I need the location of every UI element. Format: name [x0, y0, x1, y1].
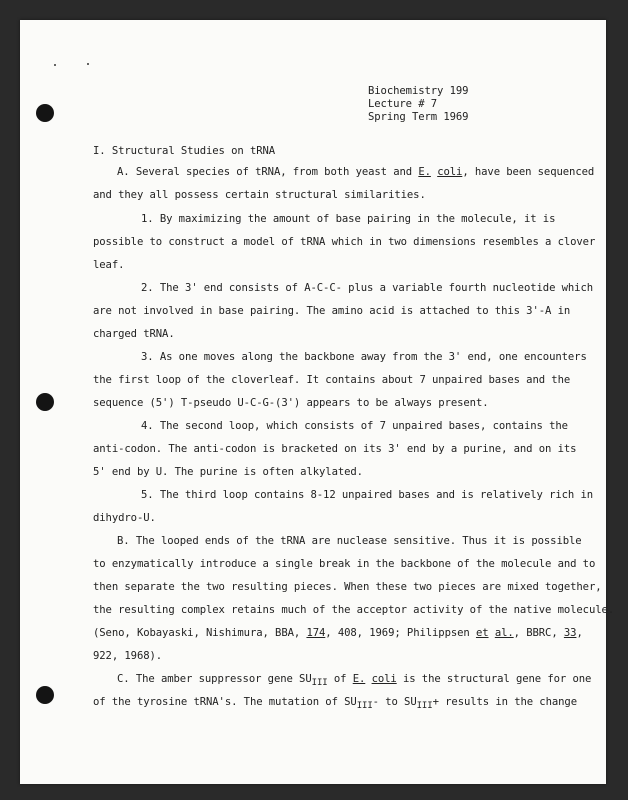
- section-title: I. Structural Studies on tRNA: [93, 145, 276, 157]
- item-3-line: the first loop of the cloverleaf. It contains about 7 unpaired bases and the: [93, 374, 571, 386]
- text: + results in the change: [432, 696, 577, 708]
- item-3-line: sequence (5') T-pseudo U-C-G-(3') appears to be always present.: [93, 397, 489, 409]
- paragraph-b-line: B. The looped ends of the tRNA are nuclease sensitive. Thus it is possible: [117, 535, 582, 547]
- item-4-line: 4. The second loop, which consists of 7 unpaired bases, contains the: [141, 420, 568, 432]
- item-1-line: leaf.: [93, 259, 125, 271]
- citation-line: [93, 627, 583, 639]
- citation-line: 922, 1968).: [93, 650, 163, 662]
- text: of: [327, 673, 353, 685]
- course-title: Biochemistry 199: [368, 85, 469, 97]
- speck: [54, 64, 56, 66]
- speck: [87, 63, 89, 65]
- text: (Seno, Kobayaski, Nishimura, BBA,: [93, 627, 307, 639]
- document-page: [20, 20, 615, 784]
- text: is the structural gene for one: [396, 673, 592, 685]
- paragraph-c-line: [93, 696, 577, 711]
- paragraph-a-line: [117, 166, 594, 178]
- term: Spring Term 1969: [368, 111, 469, 123]
- paragraph-b-line: then separate the two resulting pieces. When these two pieces are mixed together,: [93, 581, 602, 593]
- text: ,: [576, 627, 583, 639]
- text: , BBRC,: [513, 627, 564, 639]
- text: C. The amber suppressor gene SU: [117, 673, 312, 685]
- item-2-line: 2. The 3' end consists of A-C-C- plus a variable fourth nucleotide which: [141, 282, 594, 294]
- binder-hole: [36, 393, 54, 411]
- et-al: et: [475, 627, 489, 639]
- item-4-line: 5' end by U. The purine is often alkylated.: [93, 466, 363, 478]
- species-name: coli: [371, 673, 397, 685]
- item-2-line: charged tRNA.: [93, 328, 175, 340]
- item-4-line: anti-codon. The anti-codon is bracketed on its 3' end by a purine, and on its: [93, 443, 577, 455]
- item-2-line: are not involved in base pairing. The amino acid is attached to this 3'-A in: [93, 305, 571, 317]
- et-al: al.: [494, 627, 514, 639]
- volume-number: 174: [306, 627, 326, 639]
- text: - to SU: [372, 696, 417, 708]
- subscript: III: [416, 701, 433, 711]
- item-1-line: possible to construct a model of tRNA which in two dimensions resembles a clover: [93, 236, 596, 248]
- text: , 408, 1969; Philippsen: [325, 627, 476, 639]
- paragraph-b-line: to enzymatically introduce a single break in the backbone of the molecule and to: [93, 558, 596, 570]
- volume-number: 33: [563, 627, 577, 639]
- binder-hole: [36, 104, 54, 122]
- item-1-line: 1. By maximizing the amount of base pairing in the molecule, it is: [141, 213, 556, 225]
- item-5-line: 5. The third loop contains 8-12 unpaired bases and is relatively rich in: [141, 489, 594, 501]
- item-5-line: dihydro-U.: [93, 512, 156, 524]
- paragraph-c-line: [117, 673, 592, 688]
- genus-abbrev: E.: [352, 673, 366, 685]
- item-3-line: 3. As one moves along the backbone away from the 3' end, one encounters: [141, 351, 587, 363]
- text: , have been sequenced: [462, 166, 595, 178]
- paragraph-a-line: and they all possess certain structural similarities.: [93, 189, 426, 201]
- genus-abbrev: E.: [418, 166, 431, 178]
- binder-hole: [36, 686, 54, 704]
- species-name: coli: [437, 166, 463, 178]
- text: A. Several species of tRNA, from both yeast and: [117, 166, 419, 178]
- subscript: III: [356, 701, 373, 711]
- subscript: III: [311, 678, 328, 688]
- text: of the tyrosine tRNA's. The mutation of SU: [93, 696, 357, 708]
- lecture-number: Lecture # 7: [368, 98, 438, 110]
- paragraph-b-line: the resulting complex retains much of the acceptor activity of the native molecule.: [93, 604, 615, 616]
